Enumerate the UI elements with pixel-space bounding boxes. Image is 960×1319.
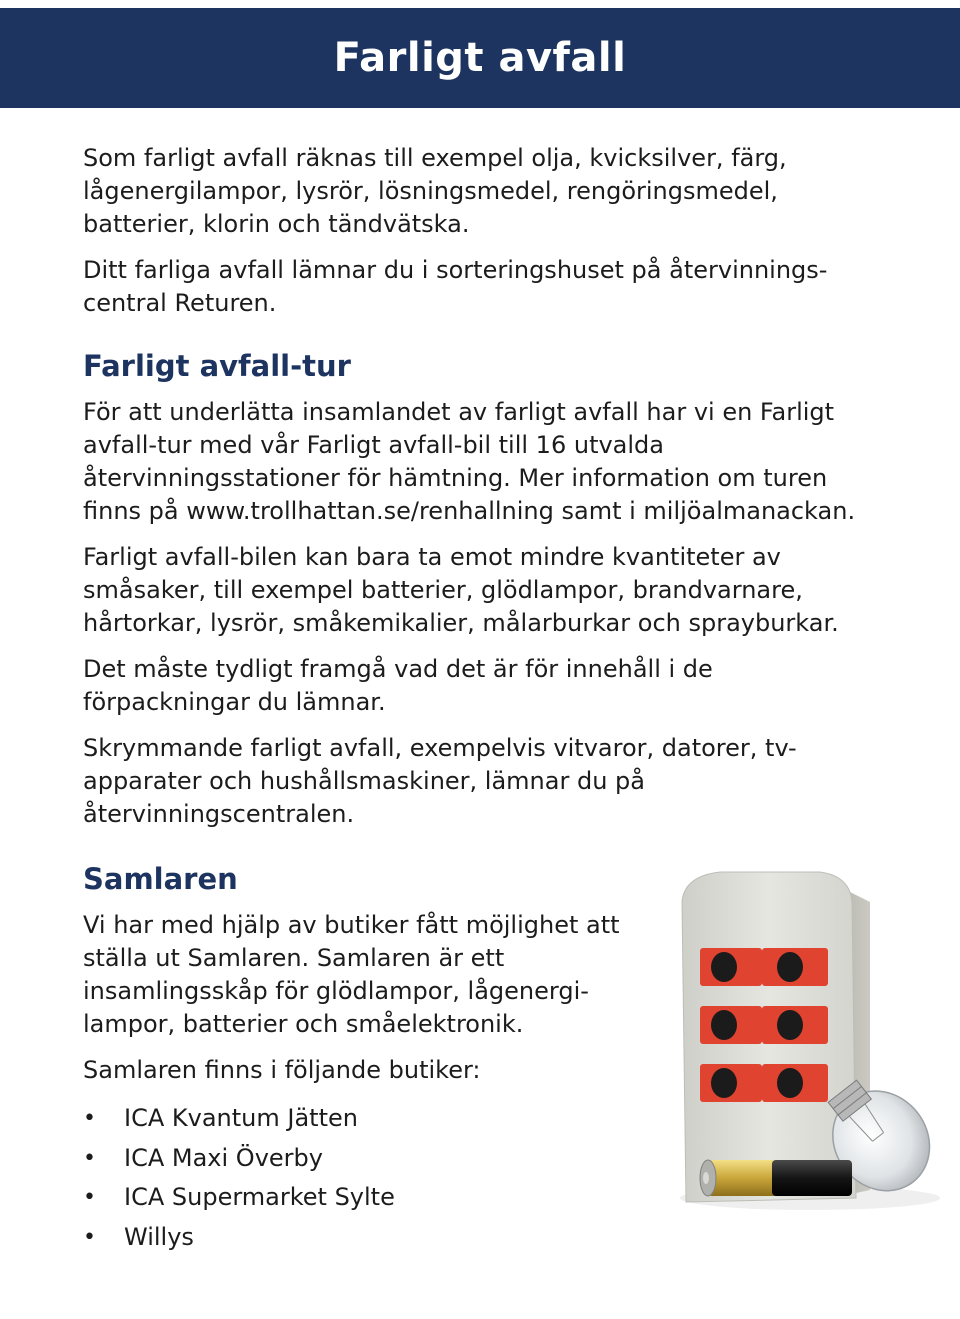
bullet-icon: • <box>83 1185 96 1210</box>
section-heading-tour: Farligt avfall-tur <box>83 349 351 383</box>
tour-paragraph-3: Det måste tydligt framgå vad det är för innehåll i de förpackningar du lämnar. <box>83 655 713 716</box>
intro-paragraph-2: Ditt farliga avfall lämnar du i sorteringshuset på återvinnings-central Returen. <box>83 256 828 317</box>
store-name: ICA Supermarket Sylte <box>124 1183 395 1211</box>
bullet-icon: • <box>83 1224 96 1250</box>
store-name: ICA Maxi Överby <box>124 1143 323 1172</box>
tour-paragraph-1: För att underlätta insamlandet av farligt avfall har vi en Farligt avfall-tur med vår Farligt avfall-bil till 16 utvalda återvinningsstationer för hämtning. Mer information om turen finns på www.trollhattan.se/renhallning samt i miljöalmanackan. <box>83 398 856 525</box>
list-item <box>83 1218 883 1258</box>
collection-cabinet-icon <box>660 868 940 1218</box>
tour-paragraph-2: Farligt avfall-bilen kan bara ta emot mindre kvantiteter av småsaker, till exempel batterier, glödlampor, brandvarnare, hårtorkar, lysrör, småkemikalier, målarburkar och sprayburkar. <box>83 543 839 637</box>
tour-paragraph-4: Skrymmande farligt avfall, exempelvis vitvaror, datorer, tv-apparater och hushållsmaskiner, lämnar du på återvinningscentralen. <box>83 734 797 828</box>
samlaren-paragraph-1: Vi har med hjälp av butiker fått möjlighet att ställa ut Samlaren. Samlaren är ett insamlingsskåp för glödlampor, lågenergi-lampor, batterier och småelektronik. <box>83 911 620 1038</box>
section-heading-samlaren: Samlaren <box>83 862 238 896</box>
intro-paragraph-1: Som farligt avfall räknas till exempel olja, kvicksilver, färg, lågenergilampor, lysrör, lösningsmedel, rengöringsmedel, batterier, klorin och tändvätska. <box>83 144 787 238</box>
store-name: ICA Kvantum Jätten <box>124 1104 358 1132</box>
store-name: Willys <box>124 1222 194 1251</box>
bullet-icon: • <box>83 1145 96 1171</box>
bullet-icon: • <box>83 1106 96 1131</box>
page-title: Farligt avfall <box>333 35 627 81</box>
samlaren-paragraph-2: Samlaren finns i följande butiker: <box>83 1056 481 1084</box>
